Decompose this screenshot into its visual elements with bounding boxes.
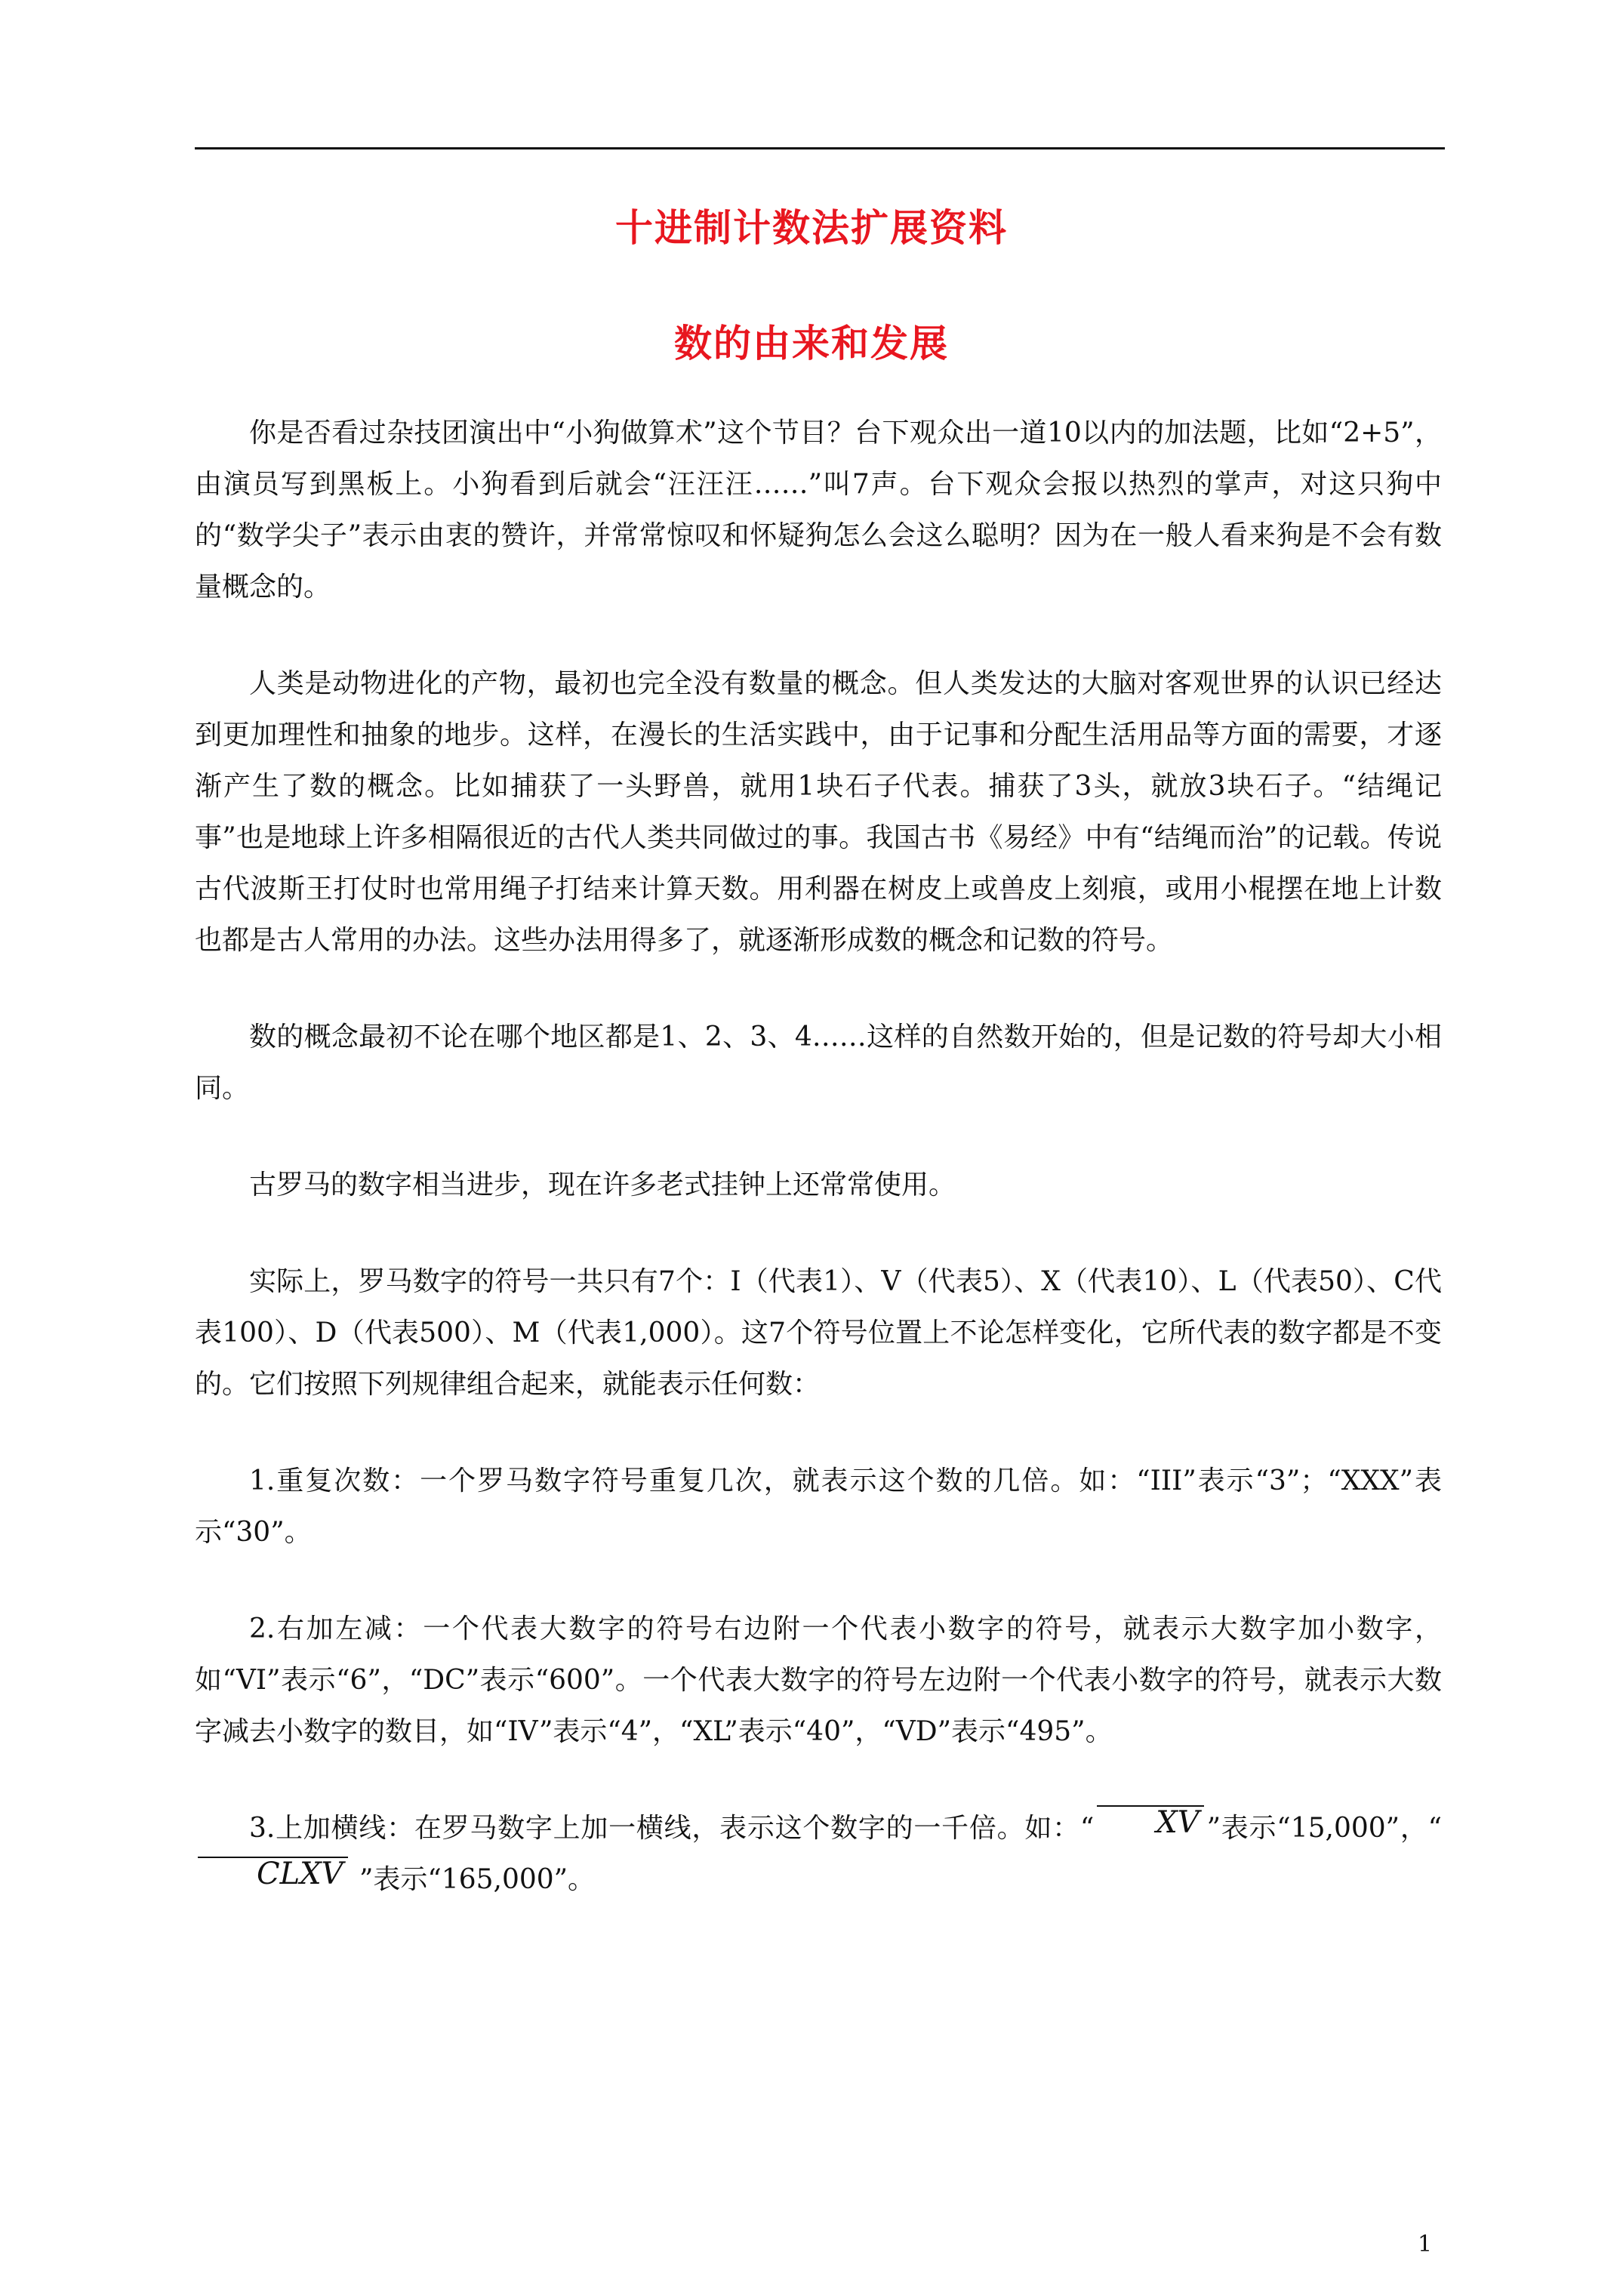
paragraph-3: 数的概念最初不论在哪个地区都是1、2、3、4……这样的自然数开始的，但是记数的符号却大小相同。 xyxy=(195,1022,1442,1104)
rule-3-overline xyxy=(195,1803,1442,1906)
paragraph-1: 你是否看过杂技团演出中“小狗做算术”这个节目？台下观众出一道10以内的加法题，比如“2+5”，由演员写到黑板上。小狗看到后就会“汪汪汪……”叫7声。台下观众会报以热烈的掌声，对这只狗中的“数学尖子”表示由衷的赞许，并常常惊叹和怀疑狗怎么会这么聪明？因为在一般人看来狗是不会有数量概念的。 xyxy=(195,418,1442,603)
overline-numeral-xv: XV xyxy=(1097,1805,1203,1838)
page-number: 1 xyxy=(1418,2231,1433,2257)
header-rule xyxy=(195,147,1445,149)
document-subtitle: 数的由来和发展 xyxy=(674,322,949,365)
rule-3-mid: ”表示“15,000”，“ xyxy=(1206,1813,1442,1844)
document-body xyxy=(195,408,1442,1951)
paragraph-5: 实际上，罗马数字的符号一共只有7个：I（代表1）、V（代表5）、X（代表10）、L（代表50）、C代表100）、D（代表500）、M（代表1,000）。这7个符号位置上不论怎样变化，它所代表的数字都是不变的。它们按照下列规律组合起来，就能表示任何数： xyxy=(195,1266,1442,1400)
document-title: 十进制计数法扩展资料 xyxy=(615,206,1008,250)
paragraph-2: 人类是动物进化的产物，最初也完全没有数量的概念。但人类发达的大脑对客观世界的认识已经达到更加理性和抽象的地步。这样，在漫长的生活实践中，由于记事和分配生活用品等方面的需要，才逐渐产生了数的概念。比如捕获了一头野兽，就用1块石子代表。捕获了3头，就放3块石子。“结绳记事”也是地球上许多相隔很近的古代人类共同做过的事。我国古书《易经》中有“结绳而治”的记载。传说古代波斯王打仗时也常用绳子打结来计算天数。用利器在树皮上或兽皮上刻痕，或用小棍摆在地上计数也都是古人常用的办法。这些办法用得多了，就逐渐形成数的概念和记数的符号。 xyxy=(195,668,1442,956)
paragraph-4: 古罗马的数字相当进步，现在许多老式挂钟上还常常使用。 xyxy=(249,1170,956,1200)
overline-numeral-clxv: CLXV xyxy=(198,1857,348,1890)
rule-1-repeat: 1.重复次数：一个罗马数字符号重复几次，就表示这个数的几倍。如：“III”表示“3”；“XXX”表示“30”。 xyxy=(195,1465,1442,1548)
rule-2-add-subtract: 2.右加左减：一个代表大数字的符号右边附一个代表小数字的符号，就表示大数字加小数字，如“VI”表示“6”，“DC”表示“600”。一个代表大数字的符号左边附一个代表小数字的符号，就表示大数字减去小数字的数目，如“IV”表示“4”，“XL”表示“40”，“VD”表示“495”。 xyxy=(195,1613,1442,1747)
rule-3-prefix: 3.上加横线：在罗马数字上加一横线，表示这个数字的一千倍。如：“ xyxy=(249,1813,1095,1844)
rule-3-suffix: ”表示“165,000”。 xyxy=(350,1864,596,1895)
